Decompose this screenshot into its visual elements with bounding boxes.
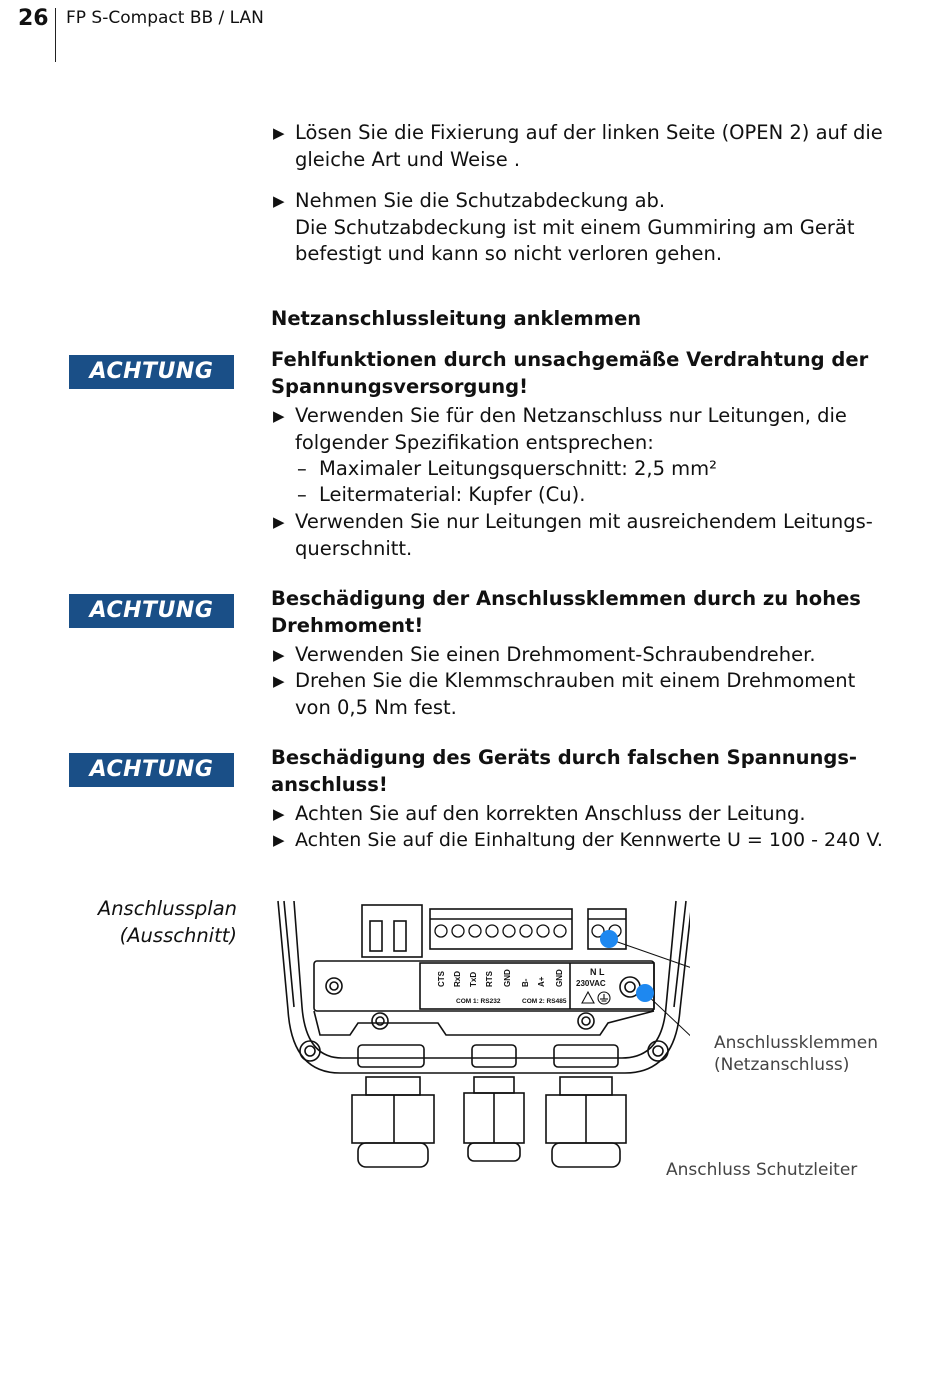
warning-badge: ACHTUNG [69, 594, 234, 628]
warning-2-item-1: Verwenden Sie einen Drehmoment-Schraubendreher. [295, 643, 816, 666]
callout-terminals [714, 1032, 878, 1076]
warning-1-item-3 [295, 509, 873, 562]
section-heading: Netzanschlussleitung anklemmen [271, 307, 642, 330]
step-1-line-2: gleiche Art und Weise . [295, 147, 521, 171]
terminal-label: B- [521, 978, 530, 987]
warning-2-item-2-line-2: von 0,5 Nm fest. [295, 695, 457, 719]
bullet-arrow-icon: ▶ [273, 672, 285, 690]
warning-3-item-1: Achten Sie auf den korrekten Anschluss der Leitung. [295, 802, 806, 825]
warning-3-title [271, 745, 857, 798]
figure-caption [37, 895, 237, 949]
bullet-arrow-icon: ▶ [273, 192, 285, 210]
callout-earth: Anschluss Schutzleiter [666, 1160, 858, 1180]
marker-terminals [600, 930, 618, 948]
bullet-arrow-icon: ▶ [273, 805, 285, 823]
figure-caption-line-2: (Ausschnitt) [119, 924, 237, 947]
warning-2-item-2-line-1: Drehen Sie die Klemmschrauben mit einem Drehmoment [295, 669, 856, 692]
terminal-label: GND [503, 969, 512, 987]
port-label: COM 2: RS485 [522, 998, 567, 1005]
warning-1-item-1-line-2: folgender Spezifikation entsprechen: [295, 430, 654, 454]
warning-triangle-icon [582, 992, 594, 1003]
cable-gland-1 [352, 1095, 434, 1143]
bullet-arrow-icon: ▶ [273, 407, 285, 425]
bullet-arrow-icon: ▶ [273, 513, 285, 531]
page-number: 26 [18, 6, 49, 31]
warning-3-title-line-1: Beschädigung des Geräts durch falschen Spannungs- [271, 746, 858, 769]
warning-1-item-1 [295, 403, 847, 456]
warning-1-item-3-line-2: querschnitt. [295, 536, 413, 560]
document-title: FP S-Compact BB / LAN [66, 8, 264, 28]
spec-item-1: Maximaler Leitungsquerschnitt: 2,5 mm² [319, 457, 717, 480]
terminal-label: A+ [537, 976, 546, 987]
bullet-arrow-icon: ▶ [273, 831, 285, 849]
warning-2-title-line-2: Drehmoment! [271, 613, 424, 637]
warning-1-title [271, 347, 868, 400]
warning-2-title-line-1: Beschädigung der Anschlussklemmen durch zu hohes [271, 587, 861, 610]
power-label: N L [590, 967, 605, 977]
terminal-label: GND [555, 969, 564, 987]
wiring-diagram [270, 895, 690, 1180]
leader-line-earth [645, 993, 690, 1153]
warning-1-item-1-line-1: Verwenden Sie für den Netzanschluss nur Leitungen, die [295, 404, 847, 427]
header-divider [55, 8, 56, 62]
warning-3-title-line-2: anschluss! [271, 772, 388, 796]
bullet-arrow-icon: ▶ [273, 646, 285, 664]
port-label: COM 1: RS232 [456, 998, 501, 1005]
warning-2-item-2 [295, 668, 855, 721]
terminal-label: RTS [485, 971, 494, 987]
step-2 [295, 188, 855, 268]
marker-earth [636, 984, 654, 1002]
dash-bullet: – [297, 457, 307, 480]
bullet-arrow-icon: ▶ [273, 124, 285, 142]
warning-badge: ACHTUNG [69, 355, 234, 389]
step-2-line-3: befestigt und kann so nicht verloren gehen. [295, 242, 723, 265]
warning-1-item-3-line-1: Verwenden Sie nur Leitungen mit ausreichendem Leitungs- [295, 510, 873, 533]
warning-3-item-2: Achten Sie auf die Einhaltung der Kennwerte U = 100 - 240 V. [295, 829, 883, 851]
callout-terminals-line-1: Anschlussklemmen [714, 1033, 878, 1053]
warning-1-title-line-2: Spannungsversorgung! [271, 374, 529, 398]
terminal-label: CTS [437, 971, 446, 987]
spec-item-2: Leitermaterial: Kupfer (Cu). [319, 483, 586, 506]
terminal-label: TxD [469, 971, 478, 987]
step-1-line-1: Lösen Sie die Fixierung auf der linken Seite (OPEN 2) auf die [295, 121, 883, 144]
warning-badge: ACHTUNG [69, 753, 234, 787]
housing-outline [278, 901, 690, 1073]
terminal-label: RxD [453, 970, 462, 987]
step-1 [295, 120, 883, 173]
figure-caption-line-1: Anschlussplan [97, 897, 237, 920]
callout-terminals-line-2: (Netzanschluss) [714, 1055, 850, 1075]
warning-1-title-line-1: Fehlfunktionen durch unsachgemäße Verdrahtung der [271, 348, 869, 371]
earth-icon [598, 992, 610, 1004]
voltage-label: 230VAC [576, 979, 606, 988]
step-2-line-1: Nehmen Sie die Schutzabdeckung ab. [295, 189, 666, 212]
warning-2-title [271, 586, 861, 639]
step-2-line-2: Die Schutzabdeckung ist mit einem Gummiring am Gerät [295, 215, 855, 239]
dash-bullet: – [297, 483, 307, 506]
com-terminal-block [430, 909, 572, 949]
